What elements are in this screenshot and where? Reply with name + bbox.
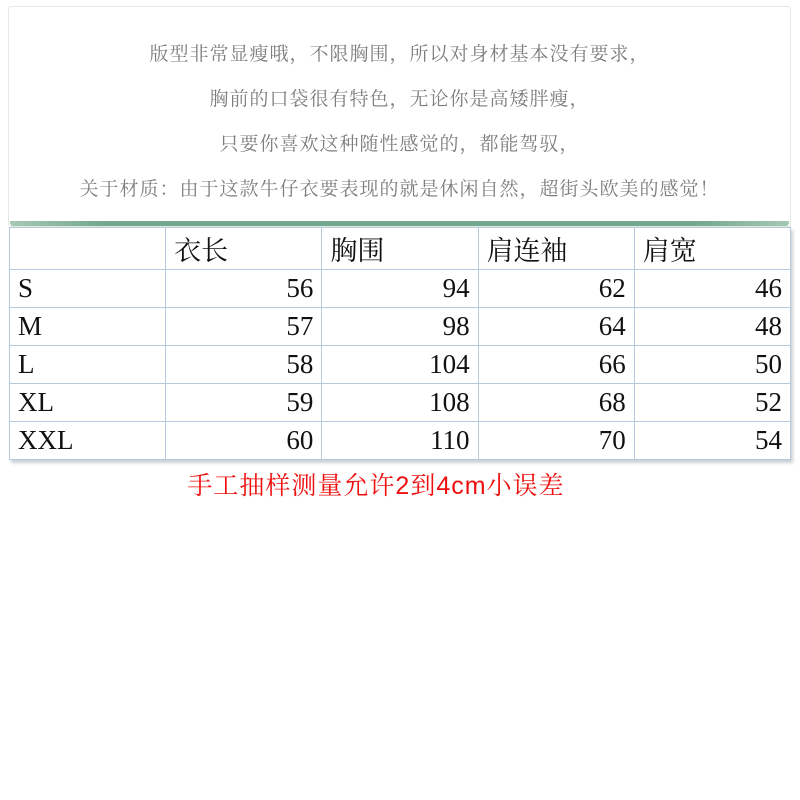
value-cell: 104 [322, 346, 478, 384]
table-row [10, 270, 791, 308]
value-cell: 56 [166, 270, 322, 308]
size-table-header-row [10, 228, 791, 270]
description-line: 只要你喜欢这种随性感觉的，都能驾驭， [219, 134, 580, 155]
table-row [10, 422, 791, 460]
value-cell: 94 [322, 270, 478, 308]
value-cell: 108 [322, 384, 478, 422]
table-row [10, 384, 791, 422]
value-cell: 64 [478, 308, 634, 346]
size-cell: L [10, 346, 166, 384]
col-header-shoulder-sleeve: 肩连袖 [478, 228, 634, 270]
description-line: 胸前的口袋很有特色，无论你是高矮胖瘦， [209, 89, 590, 110]
value-cell: 62 [478, 270, 634, 308]
size-table [9, 227, 791, 460]
col-header-shoulder-width: 肩宽 [634, 228, 790, 270]
size-cell: M [10, 308, 166, 346]
value-cell: 60 [166, 422, 322, 460]
col-header-chest: 胸围 [322, 228, 478, 270]
value-cell: 66 [478, 346, 634, 384]
accent-strip [10, 221, 789, 226]
value-cell: 52 [634, 384, 790, 422]
value-cell: 46 [634, 270, 790, 308]
value-cell: 59 [166, 384, 322, 422]
description-box [8, 6, 791, 227]
value-cell: 54 [634, 422, 790, 460]
col-header-size [10, 228, 166, 270]
description-line: 版型非常显瘦哦，不限胸围，所以对身材基本没有要求， [149, 44, 650, 65]
footnote: 手工抽样测量允许2到4cm小误差 [187, 472, 565, 500]
table-row [10, 308, 791, 346]
value-cell: 98 [322, 308, 478, 346]
size-cell: XXL [10, 422, 166, 460]
value-cell: 110 [322, 422, 478, 460]
value-cell: 48 [634, 308, 790, 346]
value-cell: 58 [166, 346, 322, 384]
size-cell: S [10, 270, 166, 308]
size-cell: XL [10, 384, 166, 422]
col-header-length: 衣长 [166, 228, 322, 270]
description-line: 关于材质：由于这款牛仔衣要表现的就是休闲自然，超街头欧美的感觉！ [79, 179, 720, 200]
value-cell: 57 [166, 308, 322, 346]
value-cell: 70 [478, 422, 634, 460]
table-row [10, 346, 791, 384]
value-cell: 50 [634, 346, 790, 384]
value-cell: 68 [478, 384, 634, 422]
